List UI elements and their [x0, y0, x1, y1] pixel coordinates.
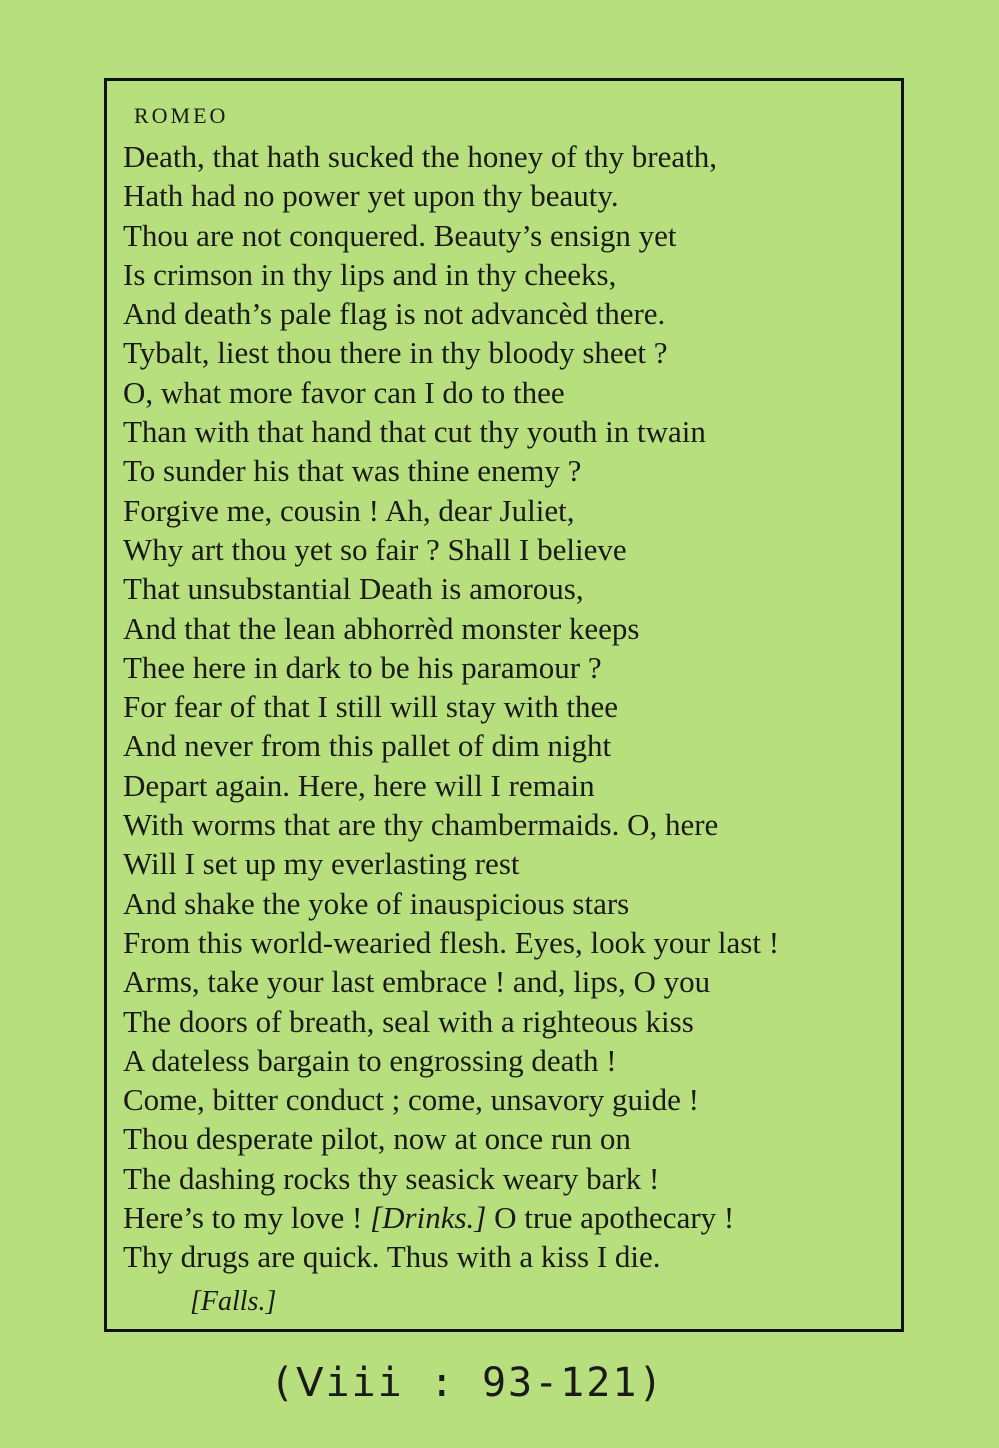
verse-line: Will I set up my everlasting rest [123, 846, 520, 882]
verse-line: Hath had no power yet upon thy beauty. [123, 178, 619, 214]
verse-line: Thy drugs are quick. Thus with a kiss I die. [123, 1239, 661, 1275]
verse-line: Forgive me, cousin ! Ah, dear Juliet, [123, 492, 575, 528]
inline-stage-direction: [Drinks.] [370, 1200, 487, 1236]
verse-line: A dateless bargain to engrossing death ! [123, 1042, 617, 1078]
verse-line: The dashing rocks thy seasick weary bark ! [123, 1160, 660, 1196]
verse-line: Depart again. Here, here will I remain [123, 767, 595, 803]
verse-line: And never from this pallet of dim night [123, 728, 612, 764]
verse-line: Death, that hath sucked the honey of thy breath, [123, 139, 717, 174]
verse-line: And death’s pale flag is not advancèd there. [123, 296, 666, 332]
stage-direction: [Falls.] [190, 1286, 277, 1317]
verse-line: The doors of breath, seal with a righteous kiss [123, 1003, 694, 1039]
verse-line-with-direction [123, 1198, 779, 1237]
verse-line: Thee here in dark to be his paramour ? [123, 649, 602, 685]
verse-line: Arms, take your last embrace ! and, lips, O you [123, 964, 711, 1000]
verse-text: Here’s to my love ! [123, 1200, 371, 1236]
verse-line: From this world-wearied flesh. Eyes, look your last ! [123, 924, 780, 960]
verse-line: Is crimson in thy lips and in thy cheeks, [123, 256, 617, 292]
verse-line: Thou desperate pilot, now at once run on [123, 1121, 631, 1157]
handwritten-citation: (Ⅴiii : 93-121) [270, 1360, 665, 1406]
verse-line: That unsubstantial Death is amorous, [123, 571, 584, 607]
verse-line: And that the lean abhorrèd monster keeps [123, 610, 640, 646]
verse-line: O, what more favor can I do to thee [123, 374, 565, 410]
verse-line: Than with that hand that cut thy youth in twain [123, 414, 706, 450]
verse-line: For fear of that I still will stay with thee [123, 689, 619, 725]
speaker-name: ROMEO [134, 103, 229, 128]
verse-lines [123, 137, 779, 1277]
verse-line: To sunder his that was thine enemy ? [123, 453, 582, 489]
verse-text: O true apothecary ! [486, 1200, 735, 1236]
verse-line: And shake the yoke of inauspicious stars [123, 885, 630, 921]
verse-line: Come, bitter conduct ; come, unsavory guide ! [123, 1082, 699, 1118]
verse-line: With worms that are thy chambermaids. O, here [123, 807, 719, 843]
verse-line: Thou are not conquered. Beauty’s ensign yet [123, 217, 677, 253]
verse-line: Tybalt, liest thou there in thy bloody sheet ? [123, 335, 668, 371]
verse-line: Why art thou yet so fair ? Shall I believe [123, 531, 627, 567]
